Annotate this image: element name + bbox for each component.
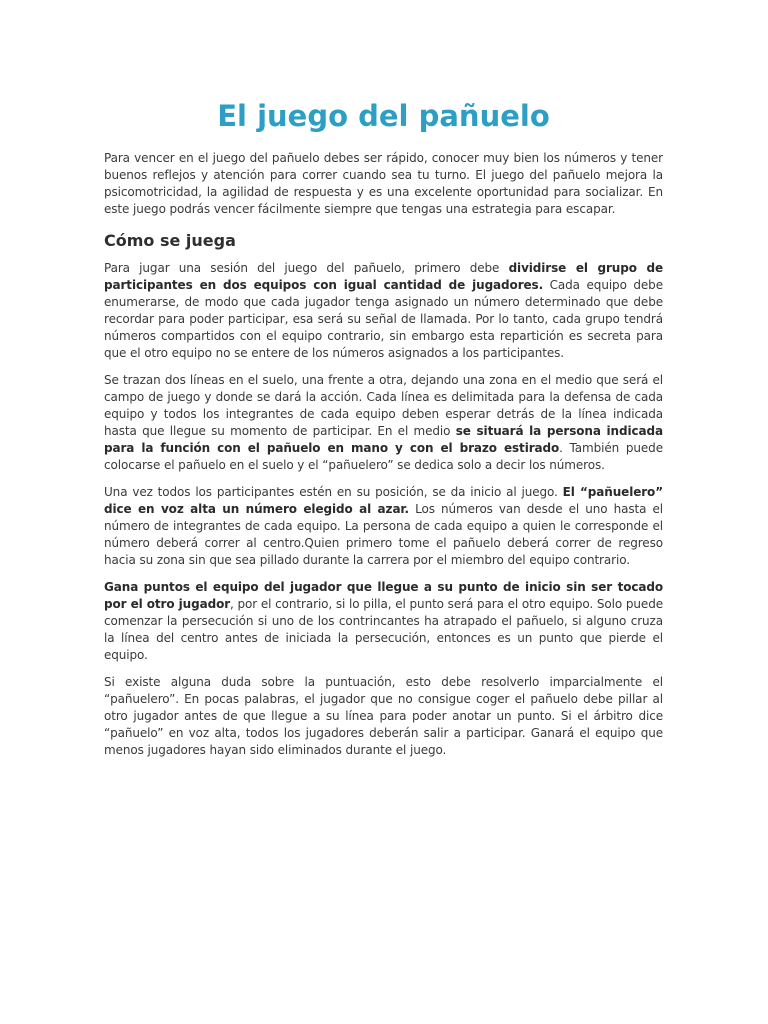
emphasis-text: dividirse el grupo de participantes en dos equipos con igual cantidad de jugadores. xyxy=(104,261,663,292)
paragraph-text: . También puede colocarse el pañuelo en el suelo y el “pañuelero” se dedica solo a decir los números. xyxy=(104,441,663,472)
paragraph-text: Cada equipo debe enumerarse, de modo que cada jugador tenga asignado un número determinado que debe recordar para poder participar, esa será su señal de llamada. Por lo tanto, cada grupo tendrá números compartidos con el equipo contrario, sin embargo esta repartición es secreta para que el otro equipo no se entere de los números asignados a los participantes. xyxy=(104,278,663,360)
emphasis-text: Gana puntos el equipo del jugador que llegue a su punto de inicio sin ser tocado por el otro jugador xyxy=(104,580,663,611)
intro-paragraph: Para vencer en el juego del pañuelo debes ser rápido, conocer muy bien los números y tener buenos reflejos y atención para correr cuando sea tu turno. El juego del pañuelo mejora la psicomotricidad, la agilidad de respuesta y es una excelente oportunidad para socializar. En este juego podrás vencer fácilmente siempre que tengas una estrategia para escapar. xyxy=(104,151,663,216)
paragraph-text: Para jugar una sesión del juego del pañuelo, primero debe xyxy=(104,261,509,275)
emphasis-text: El “pañuelero” dice en voz alta un número elegido al azar. xyxy=(104,485,663,516)
paragraph-text: , por el contrario, si lo pilla, el punto será para el otro equipo. Solo puede comenzar la persecución si uno de los contrincantes ha atrapado el pañuelo, si alguno cruza la línea del centro antes de iniciada la persecución, entonces es un punto que pierde el equipo. xyxy=(104,597,663,662)
paragraph-scoring: Si existe alguna duda sobre la puntuación, esto debe resolverlo imparcialmente el “pañuelero”. En pocas palabras, el jugador que no consigue coger el pañuelo debe pillar al otro jugador antes de que llegue a su línea para poder anotar un punto. Si el árbitro dice “pañuelo” en voz alta, todos los jugadores deberán salir a participar. Ganará el equipo que menos jugadores hayan sido eliminados durante el juego. xyxy=(104,675,663,757)
paragraph-field xyxy=(104,372,663,474)
paragraph-points xyxy=(104,579,663,664)
page-title: El juego del pañuelo xyxy=(217,99,550,133)
paragraph-text: Se trazan dos líneas en el suelo, una frente a otra, dejando una zona en el medio que será el campo de juego y donde se dará la acción. Cada línea es delimitada para la defensa de cada equipo y todos los integrantes de cada equipo deben esperar detrás de la línea indicada hasta que llegue su momento de participar. En el medio xyxy=(104,373,663,438)
paragraph-text: Los números van desde el uno hasta el número de integrantes de cada equipo. La persona de cada equipo a quien le corresponde el número deberá correr al centro.Quien primero tome el pañuelo deberá correr de regreso hacia su zona sin que sea pillado durante la carrera por el miembro del equipo contrario. xyxy=(104,502,664,567)
paragraph-teams xyxy=(104,260,663,362)
emphasis-text: se situará la persona indicada para la función con el pañuelo en mano y con el brazo estirado xyxy=(104,424,663,455)
section-heading: Cómo se juega xyxy=(104,231,236,250)
paragraph-start xyxy=(104,484,663,569)
document-page xyxy=(104,0,663,769)
paragraph-text: Una vez todos los participantes estén en su posición, se da inicio al juego. xyxy=(104,485,563,499)
